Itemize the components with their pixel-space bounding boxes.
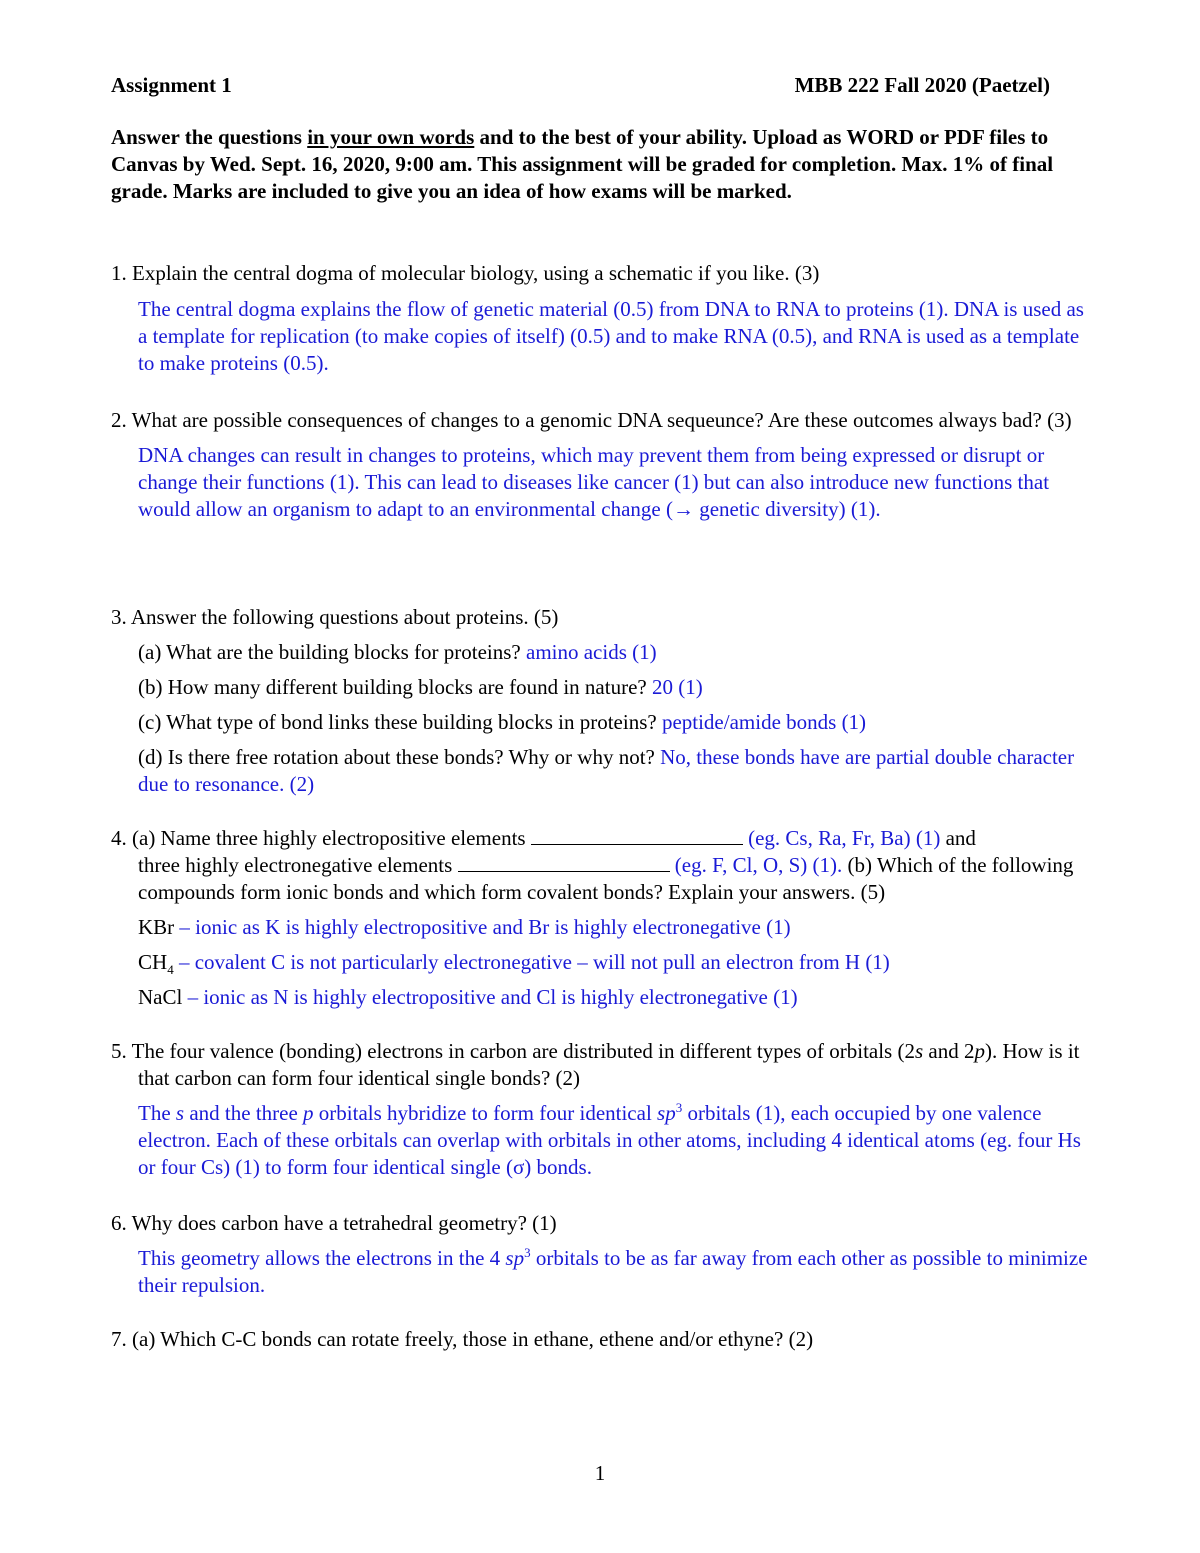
ch4-line (111, 949, 1091, 976)
page-number: 1 (594, 1461, 606, 1485)
question-2-answer: DNA changes can result in changes to proteins, which may prevent them from being expressed or disrupt or change their functions (1). This can lead to diseases like cancer (1) but can also introduce new functions that would allow an organism to adapt to an environmental change (→ genetic diversity) (1). (138, 443, 1050, 521)
question-3 (111, 604, 1091, 798)
question-3a (111, 639, 1091, 666)
intro-emphasis: in your own words (307, 125, 475, 149)
q5-ans-3: orbitals hybridize to form four identical (313, 1101, 658, 1125)
q5-ans-p: p (303, 1101, 314, 1125)
q5-s: s (914, 1039, 924, 1063)
question-7-text: 7. (a) Which C-C bonds can rotate freely, those in ethane, ethene and/or ethyne? (2) (111, 1327, 814, 1351)
question-4-text (111, 825, 1091, 906)
q6-ans-2: orbitals to be as far away from each other as possible to minimize their repulsion. (138, 1246, 1088, 1297)
ch4-label: CH (138, 950, 168, 974)
instructions (111, 124, 1091, 205)
ch4-subscript: 4 (167, 962, 174, 978)
assignment-title: Assignment 1 (111, 73, 232, 97)
q5-ans-s: s (175, 1101, 185, 1125)
question-4-part-b: (b) Which of the following compounds form ionic bonds and which form covalent bonds? Explain your answers. (5) (138, 853, 1074, 904)
question-4-part-a: 4. (a) Name three highly electropositive elements (111, 826, 531, 850)
q5-text-2: and 2 (923, 1039, 975, 1063)
question-6-answer (111, 1245, 1091, 1299)
intro-text-rest: and to the best of your ability. Upload as WORD or PDF files to Canvas by Wed. Sept. 16, 2020, 9:00 am. This assignment will be graded for completion. Max. 1% of final grade. Marks are included to give you an idea of how exams will be marked. (111, 125, 1054, 203)
nacl-answer: – ionic as N is highly electropositive and Cl is highly electronegative (1) (182, 985, 798, 1009)
intro-text: Answer the questions (111, 125, 308, 149)
q5-ans-1: The (138, 1101, 176, 1125)
question-4-and: and (940, 826, 976, 850)
question-3d-text: (d) Is there free rotation about these bonds? Why or why not? (138, 745, 661, 769)
q6-ans-1: This geometry allows the electrons in the 4 (138, 1246, 506, 1270)
question-4 (111, 825, 1091, 1011)
question-3b-text: (b) How many different building blocks are found in nature? (138, 675, 652, 699)
q5-p: p (974, 1039, 985, 1063)
q5-text-1: 5. The four valence (bonding) electrons in carbon are distributed in different types of orbitals (2 (111, 1039, 915, 1063)
answer-blank-1[interactable] (531, 826, 743, 845)
question-1-answer: The central dogma explains the flow of genetic material (0.5) from DNA to RNA to proteins (1). DNA is used as a template for replication (to make copies of itself) (0.5) and to make RNA (0.5), and RNA is used as a template to make proteins (0.5). (138, 297, 1084, 375)
question-3b (111, 674, 1091, 701)
answer-blank-2[interactable] (458, 853, 670, 872)
question-1 (111, 260, 1091, 377)
nacl-label: NaCl (138, 985, 183, 1009)
course-label: MBB 222 Fall 2020 (Paetzel) (794, 73, 1050, 97)
q5-ans-sp: sp (657, 1101, 676, 1125)
question-6 (111, 1210, 1091, 1299)
q5-text-3: ). How is it that carbon can form four identical single bonds? (2) (138, 1039, 1080, 1090)
question-1-text: 1. Explain the central dogma of molecular biology, using a schematic if you like. (3) (111, 261, 820, 285)
question-6-text: 6. Why does carbon have a tetrahedral geometry? (1) (111, 1211, 557, 1235)
question-2-text: 2. What are possible consequences of changes to a genomic DNA sequeunce? Are these outcomes always bad? (3) (111, 408, 1072, 432)
question-3d-answer: No, these bonds have are partial double character due to resonance. (2) (138, 745, 1075, 796)
question-7 (111, 1326, 1091, 1353)
kbr-answer: – ionic as K is highly electropositive and Br is highly electronegative (1) (174, 915, 791, 939)
question-3-text: 3. Answer the following questions about proteins. (5) (111, 605, 559, 629)
question-3a-text: (a) What are the building blocks for proteins? (138, 640, 526, 664)
question-4-part-a2: three highly electronegative elements (138, 853, 458, 877)
question-3a-answer: amino acids (1) (526, 640, 657, 664)
q5-ans-4: orbitals (1), each occupied by one valence electron. Each of these orbitals can overlap with orbitals in other atoms, including 4 identical atoms (eg. four Hs or four Cs) (1) to form four identical single (σ) bonds. (138, 1101, 1081, 1179)
question-2 (111, 407, 1091, 523)
q6-ans-sp: sp (505, 1246, 525, 1270)
question-5-text (111, 1038, 1091, 1092)
question-3d (111, 744, 1091, 798)
q6-ans-sup: 3 (524, 1245, 531, 1260)
question-3b-answer: 20 (1) (651, 675, 703, 699)
question-4-answer-2: (eg. F, Cl, O, S) (1). (674, 853, 843, 877)
q5-ans-sup: 3 (675, 1100, 683, 1115)
question-3c-answer: peptide/amide bonds (1) (661, 710, 867, 734)
question-5-answer (111, 1100, 1091, 1181)
question-3c-text: (c) What type of bond links these building blocks in proteins? (138, 710, 662, 734)
question-4-answer-1: (eg. Cs, Ra, Fr, Ba) (1) (748, 826, 941, 850)
nacl-line (111, 984, 1091, 1011)
q5-ans-2: and the three (184, 1101, 304, 1125)
question-5 (111, 1038, 1091, 1181)
question-3c (111, 709, 1091, 736)
kbr-line (111, 914, 1091, 941)
kbr-label: KBr (138, 915, 175, 939)
ch4-answer: – covalent C is not particularly electronegative – will not pull an electron from H (1) (173, 950, 890, 974)
